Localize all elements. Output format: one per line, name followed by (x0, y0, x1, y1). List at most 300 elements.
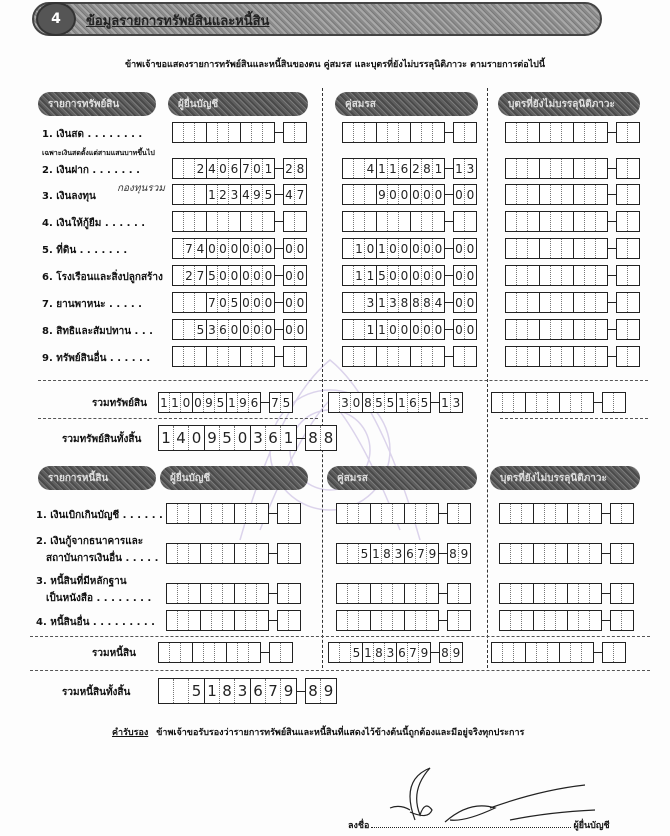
digit-cell (522, 611, 533, 630)
liabilities-subtotal-children[interactable] (491, 642, 626, 663)
digit-cell (522, 544, 533, 563)
digit-cell (173, 293, 184, 312)
digit-cell (382, 584, 393, 603)
decimal-separator (608, 302, 616, 303)
digit-cell (207, 123, 218, 142)
digit-cell (340, 643, 351, 662)
digit-group (158, 392, 193, 413)
signature-field[interactable] (371, 827, 571, 828)
digit-cell (422, 212, 433, 231)
asset-children-amount[interactable] (505, 122, 640, 143)
digit-cell (548, 643, 559, 662)
digit-cell (579, 611, 590, 630)
digit-group (235, 610, 269, 631)
digit-cell (617, 347, 628, 366)
digit-cell: 0 (218, 239, 229, 258)
digit-cell (551, 320, 562, 339)
digit-cell (365, 347, 376, 366)
digit-cell: 5 (352, 645, 361, 660)
digit-cell: 9 (460, 546, 469, 561)
satang-group (453, 265, 477, 286)
digit-group (411, 122, 445, 143)
digit-group (207, 158, 241, 179)
satang-group (616, 184, 640, 205)
digit-cell (500, 611, 511, 630)
digit-cell (371, 584, 382, 603)
satang-group (453, 122, 477, 143)
digit-cell: 4 (366, 161, 375, 176)
digit-group (158, 425, 205, 451)
liability-children-amount[interactable] (499, 543, 634, 564)
digit-cell: 0 (388, 185, 399, 204)
asset-spouse-amount[interactable] (342, 346, 477, 367)
digit-cell (337, 544, 348, 563)
digit-cell (405, 611, 416, 630)
column-divider (487, 88, 488, 668)
digit-cell (184, 159, 195, 178)
digit-cell (628, 185, 639, 204)
liability-filer-amount[interactable] (166, 583, 301, 604)
digit-cell (201, 611, 212, 630)
digit-cell (354, 159, 365, 178)
digit-cell (528, 293, 539, 312)
digit-cell (223, 544, 234, 563)
digit-cell (596, 320, 607, 339)
certification-text: ข้าพเจ้าขอรับรองว่ารายการทรัพย์สินและหนี้สินที่แสดงไว้ข้างต้นนี้ถูกต้องและมีอยู่จริงทุกประการ (156, 728, 525, 738)
digit-cell: 0 (207, 239, 218, 258)
asset-spouse-amount[interactable] (342, 238, 477, 259)
digit-cell: 1 (397, 393, 408, 412)
decimal-separator (608, 356, 616, 357)
digit-cell (459, 504, 470, 523)
asset-spouse-amount[interactable] (342, 292, 477, 313)
digit-cell (534, 611, 545, 630)
digit-cell: 9 (204, 393, 215, 412)
digit-cell: 1 (377, 159, 388, 178)
assets-subtotal-spouse[interactable] (328, 392, 463, 413)
decimal-separator (439, 620, 447, 621)
digit-cell (201, 504, 212, 523)
digit-cell (528, 347, 539, 366)
digit-cell (388, 123, 399, 142)
digit-cell: 4 (434, 295, 443, 310)
digit-cell (189, 584, 200, 603)
digit-cell (622, 504, 633, 523)
digit-cell: 0 (230, 241, 239, 256)
digit-cell (528, 266, 539, 285)
asset-filer-amount[interactable] (172, 158, 307, 179)
digit-cell: 8 (323, 429, 334, 447)
asset-row-label: 3. เงินลงทุน (42, 191, 96, 202)
satang-group (453, 319, 477, 340)
decimal-separator (602, 553, 610, 554)
digit-cell: 2 (196, 161, 205, 176)
digit-group (172, 265, 207, 286)
digit-cell (235, 544, 246, 563)
digit-cell (590, 504, 601, 523)
satang-group (305, 425, 337, 451)
digit-cell: 7 (196, 268, 205, 283)
digit-cell (571, 393, 582, 412)
digit-cell (422, 123, 433, 142)
digit-cell: 0 (466, 322, 475, 337)
liability-spouse-amount[interactable] (336, 583, 471, 604)
digit-cell (174, 679, 189, 703)
digit-cell (500, 504, 511, 523)
asset-spouse-amount[interactable] (342, 319, 477, 340)
asset-children-amount[interactable] (505, 346, 640, 367)
digit-cell (365, 185, 376, 204)
digit-group (172, 238, 207, 259)
digit-cell (585, 159, 596, 178)
satang-group (616, 122, 640, 143)
asset-filer-amount[interactable] (172, 346, 307, 367)
digit-cell: 0 (230, 268, 239, 283)
digit-cell (540, 159, 551, 178)
digit-cell: 0 (296, 268, 305, 283)
digit-group (172, 158, 207, 179)
asset-children-amount[interactable] (505, 319, 640, 340)
digit-cell (278, 544, 289, 563)
digit-group (411, 238, 445, 259)
digit-group (540, 122, 574, 143)
asset-filer-amount[interactable] (172, 238, 307, 259)
digit-cell (579, 504, 590, 523)
digit-group (251, 425, 297, 451)
digit-cell (551, 185, 562, 204)
satang-group (283, 158, 307, 179)
digit-cell (562, 347, 573, 366)
digit-cell (433, 347, 444, 366)
digit-group (193, 392, 227, 413)
digit-group (534, 610, 568, 631)
column-header-children: บุตรที่ยังไม่บรรลุนิติภาวะ (490, 466, 640, 490)
digit-cell (534, 544, 545, 563)
digit-cell (560, 393, 571, 412)
asset-filer-amount[interactable] (172, 184, 307, 205)
digit-cell (354, 320, 365, 339)
liabilities-subtotal-filer[interactable] (158, 642, 293, 663)
digit-group (574, 319, 608, 340)
digit-cell: 1 (371, 544, 382, 563)
digit-cell (173, 212, 184, 231)
digit-cell (545, 544, 556, 563)
digit-group (172, 319, 207, 340)
asset-children-amount[interactable] (505, 211, 640, 232)
liability-spouse-amount[interactable] (336, 543, 471, 564)
digit-group (574, 238, 608, 259)
satang-group (447, 503, 471, 524)
digit-cell (528, 185, 539, 204)
digit-cell: 0 (296, 241, 305, 256)
digit-cell (492, 393, 503, 412)
satang-group (277, 610, 301, 631)
digit-cell: 1 (363, 643, 374, 662)
digit-group (342, 211, 377, 232)
digit-cell (562, 123, 573, 142)
asset-spouse-amount[interactable] (342, 158, 477, 179)
digit-cell: 1 (377, 293, 388, 312)
digit-cell (574, 293, 585, 312)
digit-cell: 8 (296, 161, 305, 176)
digit-group (336, 610, 371, 631)
digit-cell: 9 (452, 645, 461, 660)
digit-cell: 7 (416, 544, 427, 563)
digit-cell: 3 (230, 187, 239, 202)
digit-cell: 0 (454, 185, 465, 204)
digit-cell: 0 (252, 239, 263, 258)
digit-group (241, 238, 275, 259)
digit-cell (545, 611, 556, 630)
digit-cell (506, 293, 517, 312)
digit-cell (184, 212, 195, 231)
digit-cell (411, 123, 422, 142)
digit-group (172, 292, 207, 313)
digit-cell: 0 (466, 241, 475, 256)
satang-group (602, 392, 626, 413)
decimal-separator (275, 302, 283, 303)
decimal-separator (608, 221, 616, 222)
digit-cell: 1 (170, 393, 181, 412)
digit-group (574, 122, 608, 143)
digit-cell (603, 643, 614, 662)
digit-cell (354, 347, 365, 366)
digit-group (193, 642, 227, 663)
digit-cell (551, 123, 562, 142)
digit-cell (371, 504, 382, 523)
digit-cell (263, 347, 274, 366)
decimal-separator (445, 302, 453, 303)
digit-cell (295, 212, 306, 231)
digit-cell (343, 266, 354, 285)
digit-cell (399, 123, 410, 142)
digit-cell (223, 611, 234, 630)
decimal-separator (269, 513, 277, 514)
digit-cell (617, 123, 628, 142)
digit-group (411, 158, 445, 179)
digit-cell (246, 504, 257, 523)
liability-children-amount[interactable] (499, 610, 634, 631)
digit-cell: 0 (388, 266, 399, 285)
digit-cell (506, 320, 517, 339)
digit-cell: 6 (397, 643, 408, 662)
satang-group (283, 265, 307, 286)
digit-cell: 6 (251, 679, 266, 703)
digit-cell (611, 504, 622, 523)
digit-cell (215, 643, 226, 662)
decimal-separator (275, 275, 283, 276)
digit-cell (195, 185, 206, 204)
asset-children-amount[interactable] (505, 184, 640, 205)
digit-cell (596, 123, 607, 142)
digit-group (227, 642, 261, 663)
liabilities-grand-total[interactable] (158, 678, 337, 704)
digit-cell: 5 (386, 395, 395, 410)
digit-cell (500, 544, 511, 563)
asset-filer-amount[interactable] (172, 211, 307, 232)
digit-cell (348, 544, 359, 563)
digit-cell (574, 159, 585, 178)
digit-cell (562, 239, 573, 258)
digit-group (405, 543, 439, 564)
digit-cell (343, 185, 354, 204)
liability-children-amount[interactable] (499, 583, 634, 604)
digit-cell (204, 643, 215, 662)
decimal-separator (297, 438, 305, 439)
asset-spouse-amount[interactable] (342, 184, 477, 205)
decimal-separator (275, 356, 283, 357)
satang-group (616, 158, 640, 179)
digit-cell (246, 544, 257, 563)
digit-cell (506, 123, 517, 142)
digit-group (336, 583, 371, 604)
liability-children-amount[interactable] (499, 503, 634, 524)
digit-cell: 0 (230, 322, 239, 337)
satang-group (277, 503, 301, 524)
column-header-spouse: คู่สมรส (335, 92, 478, 116)
satang-group (283, 346, 307, 367)
digit-cell (603, 393, 614, 412)
digit-cell (278, 504, 289, 523)
digit-cell (454, 347, 465, 366)
digit-cell (184, 347, 195, 366)
assets-grand-total[interactable] (158, 425, 337, 451)
digit-group (342, 238, 377, 259)
digit-cell (382, 611, 393, 630)
digit-cell (359, 504, 370, 523)
digit-group (363, 642, 397, 663)
digit-cell (551, 159, 562, 178)
liability-spouse-amount[interactable] (336, 503, 471, 524)
digit-cell: 2 (411, 159, 422, 178)
digit-cell: 5 (264, 187, 273, 202)
investment-handwritten-note: กองทุนรวม (117, 183, 165, 194)
digit-cell (611, 611, 622, 630)
liability-filer-amount[interactable] (166, 610, 301, 631)
digit-cell: 0 (264, 241, 273, 256)
asset-filer-amount[interactable] (172, 319, 307, 340)
digit-group (505, 346, 540, 367)
asset-children-amount[interactable] (505, 238, 640, 259)
decimal-separator (445, 356, 453, 357)
assets-subtotal-children[interactable] (491, 392, 626, 413)
digit-cell (574, 123, 585, 142)
liabilities-subtotal-spouse[interactable] (328, 642, 463, 663)
digit-cell (622, 584, 633, 603)
digit-cell (257, 611, 268, 630)
digit-cell (257, 584, 268, 603)
digit-cell: 1 (159, 393, 170, 412)
digit-cell (249, 643, 260, 662)
asset-children-amount[interactable] (505, 292, 640, 313)
digit-cell (178, 504, 189, 523)
satang-group (283, 122, 307, 143)
digit-cell (617, 185, 628, 204)
digit-cell (562, 293, 573, 312)
digit-cell (556, 504, 567, 523)
asset-children-amount[interactable] (505, 265, 640, 286)
digit-cell (514, 393, 525, 412)
digit-cell: 3 (386, 645, 395, 660)
liability-spouse-amount[interactable] (336, 610, 471, 631)
digit-cell (343, 347, 354, 366)
asset-children-amount[interactable] (505, 158, 640, 179)
digit-cell: 1 (434, 161, 443, 176)
digit-cell (465, 212, 476, 231)
digit-cell (522, 504, 533, 523)
digit-group (342, 158, 377, 179)
decimal-separator (608, 194, 616, 195)
digit-cell (218, 347, 229, 366)
digit-cell (596, 212, 607, 231)
liability-row-label: 3. หนี้สินที่มีหลักฐาน (36, 576, 127, 587)
decimal-separator (275, 329, 283, 330)
asset-spouse-amount[interactable] (342, 211, 477, 232)
decimal-separator (602, 593, 610, 594)
digit-cell: 1 (205, 679, 220, 703)
digit-cell (596, 185, 607, 204)
assets-subtotal-filer[interactable] (158, 392, 293, 413)
asset-filer-amount[interactable] (172, 265, 307, 286)
digit-cell (568, 611, 579, 630)
digit-cell: 5 (207, 266, 218, 285)
liability-filer-amount[interactable] (166, 503, 301, 524)
digit-cell: 0 (218, 266, 229, 285)
asset-filer-amount[interactable] (172, 122, 307, 143)
satang-group (283, 238, 307, 259)
digit-cell (517, 239, 528, 258)
digit-cell (393, 611, 404, 630)
digit-group (491, 642, 526, 663)
digit-cell (551, 266, 562, 285)
digit-group (397, 642, 431, 663)
digit-cell: 0 (454, 320, 465, 339)
digit-cell (611, 544, 622, 563)
digit-cell (405, 504, 416, 523)
digit-cell (365, 212, 376, 231)
digit-cell (399, 212, 410, 231)
digit-cell (540, 266, 551, 285)
digit-group (540, 265, 574, 286)
satang-group (447, 543, 471, 564)
digit-cell (263, 123, 274, 142)
satang-group (277, 543, 301, 564)
section-number: 4 (36, 2, 76, 36)
digit-cell (628, 320, 639, 339)
liability-filer-amount[interactable] (166, 543, 301, 564)
digit-cell (622, 611, 633, 630)
digit-group (166, 543, 201, 564)
intro-text: ข้าพเจ้าขอแสดงรายการทรัพย์สินและหนี้สินของตน คู่สมรส และบุตรที่ยังไม่บรรลุนิติภาวะ ตามรายการต่อไปนี้ (124, 60, 546, 70)
digit-cell (257, 504, 268, 523)
digit-cell (427, 584, 438, 603)
digit-group (505, 319, 540, 340)
digit-cell: 0 (264, 268, 273, 283)
digit-group (540, 238, 574, 259)
digit-cell: 8 (422, 159, 433, 178)
digit-cell: 0 (241, 293, 252, 312)
digit-group (499, 610, 534, 631)
digit-cell: 5 (360, 546, 369, 561)
asset-spouse-amount[interactable] (342, 265, 477, 286)
digit-cell: 0 (434, 268, 443, 283)
digit-cell (614, 643, 625, 662)
decimal-separator (439, 553, 447, 554)
asset-filer-amount[interactable] (172, 292, 307, 313)
asset-spouse-amount[interactable] (342, 122, 477, 143)
digit-cell: 0 (352, 395, 361, 410)
digit-cell (556, 544, 567, 563)
